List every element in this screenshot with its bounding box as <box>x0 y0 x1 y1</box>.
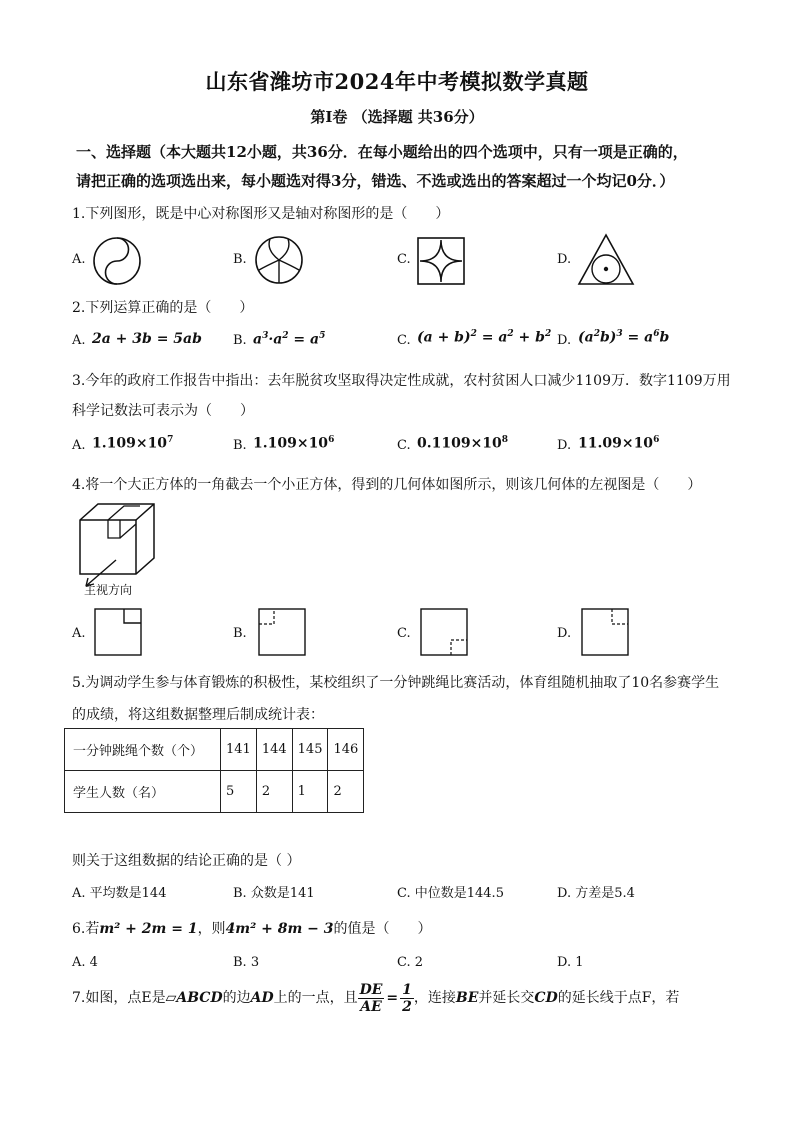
q6-option-d: D. 1 <box>557 955 584 970</box>
section-instructions-line1: 一、选择题（本大题共12小题，共36分．在每小题给出的四个选项中，只有一项是正确的， <box>76 143 688 161</box>
q6-option-a: A. 4 <box>72 955 98 970</box>
q6-mid: ，则 <box>197 921 226 937</box>
q3-option-c-expr: $0.1109\times 10^8$ <box>417 435 509 452</box>
q6-option-b: B. 3 <box>233 955 260 970</box>
q3-option-b-expr: $1.109\times 10^6$ <box>253 435 335 452</box>
question-7-text <box>72 980 679 1016</box>
q7-segment-be: BE <box>455 990 479 1006</box>
yin-yang-figure <box>92 236 152 286</box>
fraction-denominator: 2 <box>402 998 412 1015</box>
question-3-line2: 科学记数法可表示为（ ） <box>72 403 254 419</box>
q7-part2: 的边 <box>222 990 251 1006</box>
question-5-line2: 的成绩，将这组数据整理后制成统计表： <box>72 707 324 723</box>
page-subtitle: 第Ⅰ卷 （选择题 共36分） <box>310 108 484 126</box>
q1-option-d-label: D. <box>557 252 572 267</box>
table-cell: 2 <box>256 771 292 813</box>
table-row <box>65 729 364 771</box>
q2-option-d-label: D. <box>557 333 572 348</box>
q3-option-c-label: C. <box>397 438 411 453</box>
q7-part6: 的延长线于点F，若 <box>557 990 680 1006</box>
q3-option-a-expr: $1.109\times 10^7$ <box>92 435 174 452</box>
q7-part5: 并延长交 <box>478 990 535 1006</box>
table-cell: 学生人数（名） <box>65 771 221 813</box>
q7-parallelogram: ▱ABCD <box>165 990 223 1006</box>
table-cell: 141 <box>221 729 257 771</box>
table-cell: 144 <box>256 729 292 771</box>
q2-option-c-expr: $(a + b)^2 = a^2 + b^2$ <box>417 329 552 346</box>
q7-part3: 上的一点，且 <box>273 990 358 1006</box>
question-2-text: 2.下列运算正确的是（ ） <box>72 300 254 316</box>
q5-option-d: D. 方差是5.4 <box>557 886 635 901</box>
q4-option-d-label: D. <box>557 626 572 641</box>
q3-option-a-label: A. <box>72 438 86 453</box>
q6-equation-1: m² + 2m = 1 <box>99 921 198 937</box>
question-1-text: 1.下列图形，既是中心对称图形又是轴对称图形的是（ ） <box>72 206 450 222</box>
question-3-line1: 3.今年的政府工作报告中指出：去年脱贫攻坚取得决定性成就，农村贫困人口减少1109万．数字1109万用 <box>72 373 731 389</box>
question-6-text <box>72 918 432 938</box>
q6-option-c: C. 2 <box>397 955 424 970</box>
fraction-numerator: DE <box>359 981 383 998</box>
table-cell: 5 <box>221 771 257 813</box>
q4-option-b-label: B. <box>233 626 247 641</box>
table-cell: 145 <box>292 729 328 771</box>
fraction-denominator: AE <box>360 998 382 1015</box>
q7-part4: ，连接 <box>413 990 456 1006</box>
q4-option-c-label: C. <box>397 626 411 641</box>
question-5-prompt: 则关于这组数据的结论正确的是（ ） <box>72 853 301 869</box>
q2-option-c-label: C. <box>397 333 411 348</box>
triangle-incircle-figure <box>576 232 636 288</box>
table-cell: 146 <box>328 729 364 771</box>
q7-segment-cd: CD <box>534 990 558 1006</box>
q2-option-b-expr: $a^3\cdot a^2 = a^5$ <box>253 331 326 348</box>
front-view-caption: 主视方向 <box>84 583 133 597</box>
q3-option-b-label: B. <box>233 438 247 453</box>
q4-option-a-label: A. <box>72 626 86 641</box>
table-cell: 1 <box>292 771 328 813</box>
q7-side: AD <box>250 990 274 1006</box>
question-5-line1: 5.为调动学生参与体育锻炼的积极性，某校组织了一分钟跳绳比赛活动，体育组随机抽取了10名参赛学生 <box>72 675 720 691</box>
q7-equals: = <box>386 990 399 1006</box>
table-cell: 2 <box>328 771 364 813</box>
q2-option-a-label: A. <box>72 333 86 348</box>
q6-suffix: 的值是（ ） <box>333 921 432 937</box>
left-view-option-b <box>258 608 306 656</box>
star-in-square-figure <box>416 236 466 286</box>
left-view-option-a <box>94 608 142 656</box>
q1-option-b-label: B. <box>233 252 247 267</box>
fraction-numerator: 1 <box>402 981 412 998</box>
question-4-text: 4.将一个大正方体的一角截去一个小正方体，得到的几何体如图所示，则该几何体的左视图是（ ） <box>72 477 702 493</box>
section-instructions-line2: 请把正确的选项选出来，每小题选对得3分，错选、不选或选出的答案超过一个均记0分．） <box>76 172 675 190</box>
left-view-option-c <box>420 608 468 656</box>
q6-prefix: 6.若 <box>72 921 100 937</box>
q1-option-c-label: C. <box>397 252 411 267</box>
left-view-option-d <box>581 608 629 656</box>
q5-option-c: C. 中位数是144.5 <box>397 886 504 901</box>
q2-option-d-expr: $(a^2b)^3 = a^6b$ <box>578 329 670 346</box>
q3-option-d-expr: $11.09\times 10^6$ <box>578 435 660 452</box>
q5-option-a: A. 平均数是144 <box>72 886 167 901</box>
q3-option-d-label: D. <box>557 438 572 453</box>
q7-ratio-fraction <box>358 982 385 1015</box>
q2-option-a-expr: 2a + 3b = 5ab <box>92 331 202 347</box>
page-title: 山东省潍坊市2024年中考模拟数学真题 <box>205 69 589 94</box>
jump-rope-stats-table <box>64 728 364 813</box>
q7-half-fraction <box>400 982 414 1015</box>
q6-expression: 4m² + 8m − 3 <box>225 921 334 937</box>
q7-part1: 7.如图，点E是 <box>72 990 166 1006</box>
table-row <box>65 771 364 813</box>
q2-option-b-label: B. <box>233 333 247 348</box>
q5-option-b: B. 众数是141 <box>233 886 315 901</box>
q1-option-a-label: A. <box>72 252 86 267</box>
three-petal-circle-figure <box>254 234 306 286</box>
table-cell: 一分钟跳绳个数（个） <box>65 729 221 771</box>
